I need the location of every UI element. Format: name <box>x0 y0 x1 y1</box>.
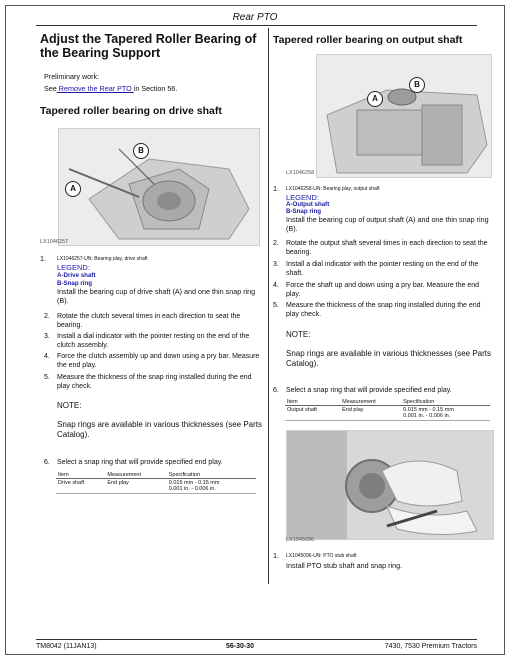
output-note-label: NOTE: <box>286 330 311 339</box>
output-step-4-text: Force the shaft up and down using a pry bar. Measure the end play. <box>286 282 480 298</box>
step-1-caption: LX1046257-UN: Bearing play, drive shaft <box>57 256 148 262</box>
output-step-4-num: 4. <box>273 282 279 289</box>
see-text: See <box>44 84 57 93</box>
legend-title: LEGEND: <box>57 263 90 272</box>
preliminary-label: Preliminary work: <box>44 72 100 81</box>
step-5-num: 5. <box>44 374 50 381</box>
cell-measurement: End play <box>340 406 401 421</box>
drive-shaft-photo <box>58 128 260 246</box>
cell-item: Output shaft <box>285 406 340 421</box>
cell-item: Drive shaft <box>56 479 105 494</box>
stub-step-1-num: 1. <box>273 551 279 560</box>
col-item: Item <box>56 472 105 479</box>
output-note-text: Snap rings are available in various thicknesses (see Parts Catalog). <box>286 349 491 368</box>
output-shaft-subheading: Tapered roller bearing on output shaft <box>273 34 463 46</box>
footer-page-number: 56-30-30 <box>226 643 255 650</box>
pto-stub-shaft-illustration <box>287 431 493 539</box>
spec-in: 0.001 in. - 0.006 in. <box>403 413 451 419</box>
legend-snap-ring: B-Snap ring <box>57 280 93 287</box>
legend-drive-shaft: A-Drive shaft <box>57 272 96 279</box>
header-rule <box>36 25 477 26</box>
spec-mm: 0.015 mm - 0.15 mm <box>403 407 454 413</box>
step-6-num: 6. <box>44 459 50 466</box>
drive-shaft-spec-table <box>56 472 256 494</box>
step-3-text: Install a dial indicator with the pointer resting on the end of the clutch assembly. <box>57 333 250 349</box>
section-ref-text: in Section 56. <box>133 84 178 93</box>
section-heading: Adjust the Tapered Roller Bearing of the Bearing Support <box>40 32 257 60</box>
output-step-3-num: 3. <box>273 261 279 268</box>
output-step-6-text: Select a snap ring that will provide specified end play. <box>286 387 452 394</box>
spec-mm: 0.015 mm - 0.15 mm <box>168 480 220 486</box>
step-4-text: Force the clutch assembly up and down using a pry bar. Measure the end play. <box>57 353 260 369</box>
step-6-text: Select a snap ring that will provide specified end play. <box>57 459 223 466</box>
col-measurement: Measurement <box>340 399 401 406</box>
output-step-1-num: 1. <box>273 184 279 193</box>
output-step-2-text: Rotate the output shaft several times in each direction to seat the bearing. <box>286 240 488 256</box>
step-5-text: Measure the thickness of the snap ring installed during the end play check. <box>57 374 252 390</box>
drive-shaft-subheading: Tapered roller bearing on drive shaft <box>40 105 222 117</box>
output-step-1-text: Install the bearing cup of output shaft (A) and one thin snap ring (B). <box>286 215 489 233</box>
stub-step-1-caption: LX1045096-UN: PTO stub shaft <box>286 553 357 559</box>
remove-rear-pto-link[interactable]: Remove the Rear PTO <box>56 84 134 93</box>
footer-rule <box>36 639 477 640</box>
col-measurement: Measurement <box>105 472 166 479</box>
table-row <box>56 479 256 494</box>
preliminary-work-line <box>44 84 177 93</box>
page-header-title: Rear PTO <box>232 12 278 23</box>
note-label: NOTE: <box>57 401 82 410</box>
footer-doc-id: TM8042 (11JAN13) <box>36 643 97 650</box>
output-step-6-num: 6. <box>273 387 279 394</box>
drive-shaft-illustration <box>59 129 259 245</box>
output-step-5-num: 5. <box>273 302 279 309</box>
cell-measurement: End play <box>105 479 166 494</box>
col-specification: Specification <box>401 399 490 406</box>
pto-stub-shaft-photo <box>286 430 494 540</box>
step-3-num: 3. <box>44 333 50 340</box>
step-2-num: 2. <box>44 313 50 320</box>
output-shaft-photo-label: LX1046258 <box>286 170 315 176</box>
step-1-text: Install the bearing cup of drive shaft (A) and one thin snap ring (B). <box>57 287 256 305</box>
column-divider <box>268 28 269 584</box>
output-step-1-caption: LX1046258-UN: Bearing play, output shaft <box>286 186 380 192</box>
output-legend-title: LEGEND: <box>286 193 319 202</box>
stub-step-1-text: Install PTO stub shaft and snap ring. <box>286 561 403 570</box>
cell-specification <box>401 406 490 421</box>
output-step-3-text: Install a dial indicator with the pointer resting on the end of the shaft. <box>286 261 479 277</box>
step-2-text: Rotate the clutch several times in each direction to seat the bearing. <box>57 313 241 329</box>
output-step-2-num: 2. <box>273 240 279 247</box>
table-row <box>285 406 490 421</box>
drive-shaft-photo-label: LX1046257 <box>40 239 69 245</box>
output-shaft-photo <box>316 54 492 178</box>
col-item: Item <box>285 399 340 406</box>
cell-specification <box>167 479 256 494</box>
stub-shaft-photo-label: LX1045096 <box>286 537 315 543</box>
step-4-num: 4. <box>44 353 50 360</box>
callout-a: A <box>65 181 81 197</box>
output-callout-a: A <box>367 91 383 107</box>
step-1-num: 1. <box>40 254 46 263</box>
callout-b: B <box>133 143 149 159</box>
output-shaft-illustration <box>317 55 491 177</box>
col-specification: Specification <box>167 472 256 479</box>
output-legend-snap-ring: B-Snap ring <box>286 208 322 215</box>
note-text: Snap rings are available in various thicknesses (see Parts Catalog). <box>57 420 262 439</box>
spec-in: 0.001 in. - 0.006 in. <box>168 486 216 492</box>
output-step-5-text: Measure the thickness of the snap ring installed during the end play check. <box>286 302 481 318</box>
footer-model: 7430, 7530 Premium Tractors <box>384 643 477 650</box>
output-callout-b: B <box>409 77 425 93</box>
output-shaft-spec-table <box>285 399 490 421</box>
legend-output-shaft: A-Output shaft <box>286 201 330 208</box>
